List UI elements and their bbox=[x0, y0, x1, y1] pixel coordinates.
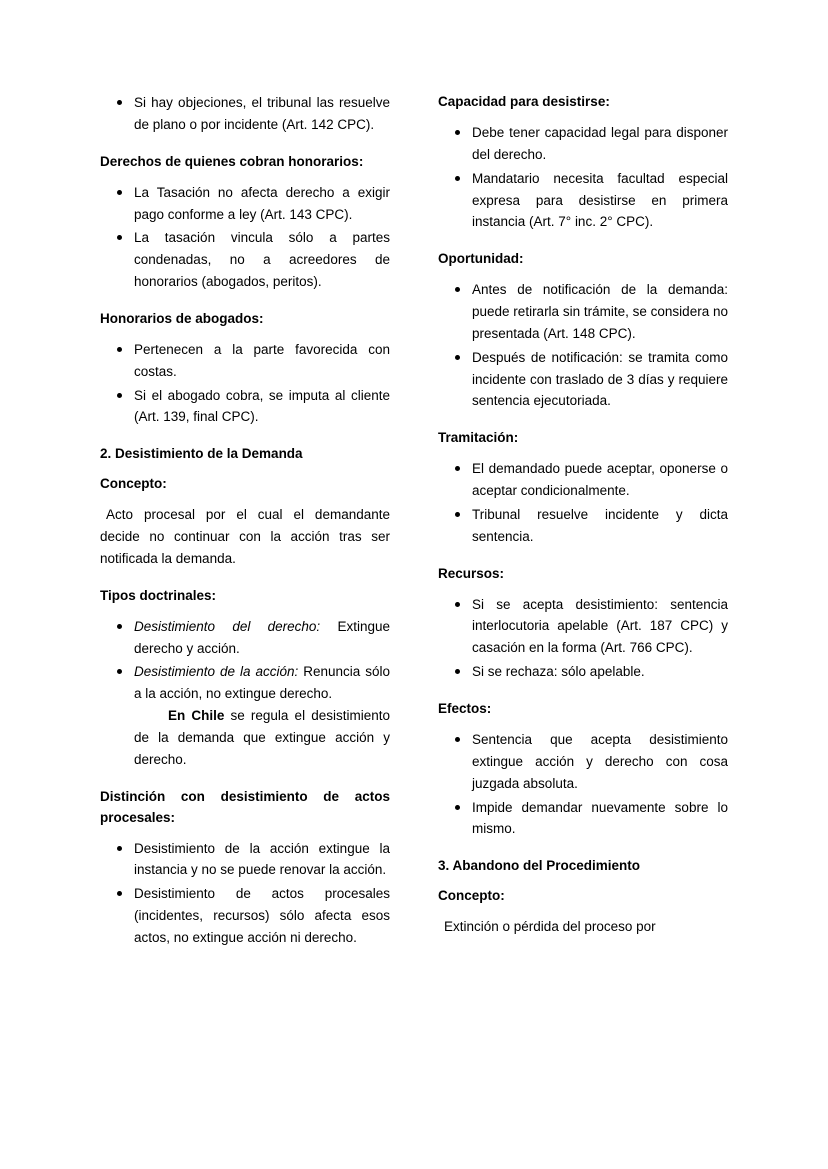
list-item-text: La tasación vincula sólo a partes condenadas, no a acreedores de honorarios (abogados, peritos). bbox=[134, 230, 390, 290]
list-item bbox=[100, 92, 390, 136]
list-item bbox=[100, 339, 390, 383]
heading-tramitacion: Tramitación: bbox=[438, 430, 519, 446]
list-item bbox=[100, 227, 390, 293]
list-item bbox=[100, 616, 390, 660]
list-item-text: Renuncia sólo a la acción, no extingue derecho. bbox=[134, 664, 390, 702]
tramitacion-bullets bbox=[438, 458, 728, 547]
list-item bbox=[438, 458, 728, 502]
list-item-text: Tribunal resuelve incidente y dicta sentencia. bbox=[472, 506, 728, 544]
honorarios-abogados-bullets bbox=[100, 339, 390, 428]
list-item-text: Pertenecen a la parte favorecida con costas. bbox=[134, 341, 390, 379]
heading-efectos: Efectos: bbox=[438, 701, 492, 717]
list-item bbox=[438, 797, 728, 841]
list-item bbox=[438, 504, 728, 548]
list-item-text: Si el abogado cobra, se imputa al cliente (Art. 139, final CPC). bbox=[134, 387, 390, 425]
heading-concepto-abandono: Concepto: bbox=[438, 888, 505, 904]
heading-derechos-honorarios: Derechos de quienes cobran honorarios: bbox=[100, 153, 364, 169]
oportunidad-bullets bbox=[438, 279, 728, 412]
list-item bbox=[100, 838, 390, 882]
list-item bbox=[100, 182, 390, 226]
capacidad-bullets bbox=[438, 122, 728, 233]
list-item-subnote-text: se regula el desistimiento de la demanda que extingue acción y derecho. bbox=[134, 708, 390, 767]
list-item bbox=[438, 168, 728, 234]
heading-capacidad-desistirse: Capacidad para desistirse: bbox=[438, 94, 610, 109]
paragraph-concepto-abandono: Extinción o pérdida del proceso por bbox=[444, 919, 656, 935]
heading-honorarios-abogados: Honorarios de abogados: bbox=[100, 310, 264, 326]
list-item-term: Desistimiento de la acción: bbox=[134, 664, 299, 680]
derechos-honorarios-bullets bbox=[100, 182, 390, 293]
heading-desistimiento-demanda: 2. Desistimiento de la Demanda bbox=[100, 446, 303, 462]
list-item-text: Después de notificación: se tramita como incidente con traslado de 3 días y requiere sentencia ejecutoriada. bbox=[472, 349, 728, 409]
list-item bbox=[438, 347, 728, 413]
two-column-layout bbox=[100, 92, 728, 965]
list-item-text: Impide demandar nuevamente sobre lo mismo. bbox=[472, 799, 728, 837]
distincion-bullets bbox=[100, 838, 390, 949]
list-item-text: Si se acepta desistimiento: sentencia interlocutoria apelable (Art. 187 CPC) y casación en la forma (Art. 766 CPC). bbox=[472, 596, 728, 656]
paragraph-concepto-desistimiento: Acto procesal por el cual el demandante decide no continuar con la acción tras ser notificada la demanda. bbox=[100, 507, 390, 566]
right-text-column bbox=[438, 92, 728, 954]
list-item bbox=[100, 661, 390, 770]
list-item-text: Extingue derecho y acción. bbox=[134, 618, 390, 656]
list-item-text: El demandado puede aceptar, oponerse o aceptar condicionalmente. bbox=[472, 461, 728, 499]
list-item-text: La Tasación no afecta derecho a exigir pago conforme a ley (Art. 143 CPC). bbox=[134, 184, 390, 222]
recursos-bullets bbox=[438, 594, 728, 683]
list-item-text: Desistimiento de la acción extingue la instancia y no se puede renovar la acción. bbox=[134, 840, 390, 878]
list-item bbox=[438, 729, 728, 795]
list-item bbox=[438, 594, 728, 660]
list-item bbox=[100, 385, 390, 429]
list-item-text: Si se rechaza: sólo apelable. bbox=[472, 664, 645, 680]
list-item-text: Antes de notificación de la demanda: puede retirarla sin trámite, se considera no presentada (Art. 148 CPC). bbox=[472, 282, 728, 341]
list-item-text: Desistimiento de actos procesales (incidentes, recursos) sólo afecta esos actos, no extingue acción ni derecho. bbox=[134, 886, 390, 945]
heading-oportunidad: Oportunidad: bbox=[438, 251, 524, 267]
list-item-text: Si hay objeciones, el tribunal las resuelve de plano o por incidente (Art. 142 CPC). bbox=[134, 95, 390, 132]
list-item-text: Mandatario necesita facultad especial expresa para desistirse en primera instancia (Art. 7° inc. 2° CPC). bbox=[472, 170, 728, 230]
list-item-term: Desistimiento del derecho: bbox=[134, 618, 321, 634]
list-item-subnote bbox=[134, 705, 390, 771]
list-item bbox=[438, 279, 728, 345]
heading-recursos: Recursos: bbox=[438, 565, 505, 581]
list-item bbox=[438, 661, 728, 683]
heading-tipos-doctrinales: Tipos doctrinales: bbox=[100, 587, 217, 603]
tipos-doctrinales-bullets bbox=[100, 616, 390, 771]
efectos-bullets bbox=[438, 729, 728, 840]
list-item-subnote-emphasis: En Chile bbox=[168, 708, 225, 724]
left-text-column bbox=[100, 92, 390, 965]
list-item bbox=[438, 122, 728, 166]
list-item-text: Debe tener capacidad legal para disponer del derecho. bbox=[472, 124, 728, 162]
objeciones-bullets bbox=[100, 92, 390, 136]
heading-concepto-desistimiento: Concepto: bbox=[100, 476, 167, 492]
heading-abandono-procedimiento: 3. Abandono del Procedimiento bbox=[438, 858, 641, 874]
list-item bbox=[100, 883, 390, 949]
list-item-text: Sentencia que acepta desistimiento extingue acción y derecho con cosa juzgada absoluta. bbox=[472, 731, 728, 791]
heading-distincion-actos-procesales: Distinción con desistimiento de actos procesales: bbox=[100, 788, 390, 825]
